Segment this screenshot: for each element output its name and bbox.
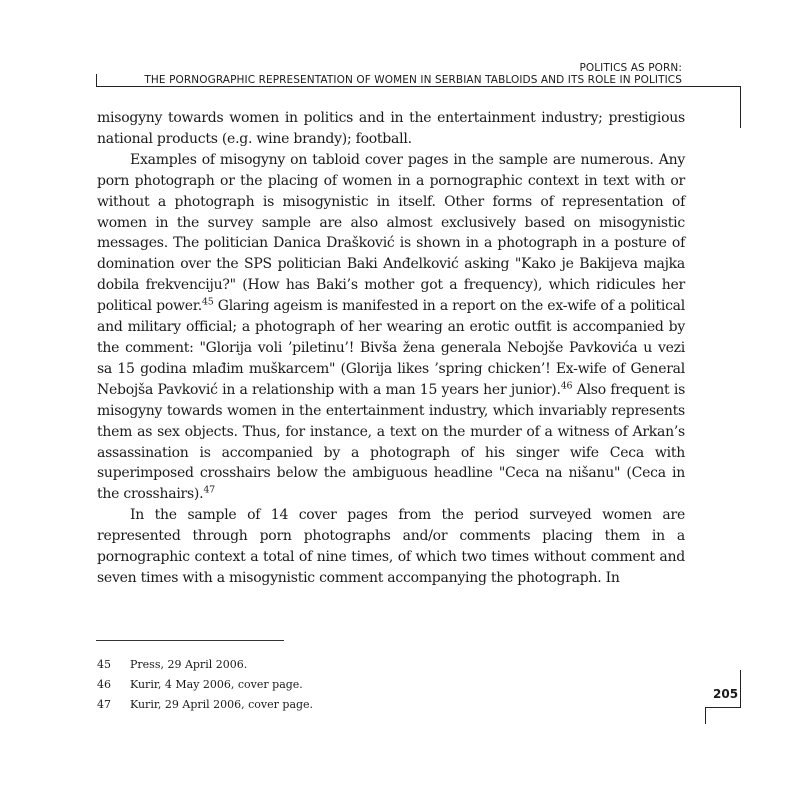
paragraph-2 — [97, 150, 685, 505]
running-head-subtitle: THE PORNOGRAPHIC REPRESENTATION OF WOMEN IN SERBIAN TABLOIDS AND ITS ROLE IN POLITICS — [144, 74, 682, 86]
page-number-rule-horizontal — [705, 707, 741, 708]
paragraph-3: In the sample of 14 cover pages from the period surveyed women are represented through porn photographs and/or comments placing them in a pornographic context a total of nine times, of which two times without comment and seven times with a misogynistic comment accompanying the photograph. In — [97, 507, 685, 586]
footnote-ref-47[interactable]: 47 — [203, 484, 215, 496]
header-rule-right — [740, 86, 741, 128]
running-head-title: POLITICS AS PORN: — [579, 62, 682, 74]
footnote-ref-46[interactable]: 46 — [560, 380, 573, 392]
page-number: 205 — [713, 687, 739, 701]
page-number-rule-tick — [705, 707, 706, 724]
footnote-text: Kurir, 4 May 2006, cover page. — [130, 678, 303, 691]
footnotes — [97, 655, 313, 715]
footnote-item — [97, 695, 313, 715]
footnote-item — [97, 675, 313, 695]
footnote-number: 46 — [97, 678, 111, 691]
running-head — [144, 62, 682, 86]
footnote-number: 47 — [97, 698, 111, 711]
footnote-item — [97, 655, 313, 675]
page-number-rule-vertical — [740, 670, 741, 708]
paragraph-2-part-b: Glaring ageism is manifested in a report on the ex-wife of a political and military official; a photograph of her wearing an erotic outfit is accompanied by the comment: "Glorija voli ’piletinu’! Bivša žena generala Nebojše Pavkovića u vezi sa 15 godina mlađim muškarcem" (Glorija likes ’spring chicken’! Ex-wife of General Nebojša Pavković in a relationship with a man 15 years her junior). — [97, 298, 685, 398]
footnote-divider — [96, 640, 284, 641]
body-text — [97, 108, 685, 589]
paragraph-2-part-a: Examples of misogyny on tabloid cover pages in the sample are numerous. Any porn photograph or the placing of women in a pornographic context in text with or without a photograph is misogynistic in itself. Other forms of representation of women in the survey sample are also almost exclusively based on misogynistic messages. The politician Danica Drašković is shown in a photograph in a posture of domination over the SPS politician Baki Anđelković asking "Kako je Bakijeva majka dobila frekvenciju?" (How has Baki’s mother got a frequency), which ridicules her political power. — [97, 151, 685, 315]
footnote-ref-45[interactable]: 45 — [201, 296, 214, 308]
header-rule — [96, 86, 740, 87]
footnote-number: 45 — [97, 658, 111, 671]
paragraph-2-part-c: Also frequent is misogyny towards women in the entertainment industry, which invariably represents them as sex objects. Thus, for instance, a text on the murder of a witness of Arkan’s assassination is accompanied by a photograph of his singer wife Ceca with superimposed crosshairs below the ambiguous headline "Ceca na nišanu" (Ceca in the crosshairs). — [97, 381, 686, 503]
footnote-text: Press, 29 April 2006. — [130, 658, 248, 671]
footnote-text: Kurir, 29 April 2006, cover page. — [130, 698, 314, 711]
paragraph-1: misogyny towards women in politics and in the entertainment industry; prestigious national products (e.g. wine brandy); football. — [97, 110, 685, 147]
